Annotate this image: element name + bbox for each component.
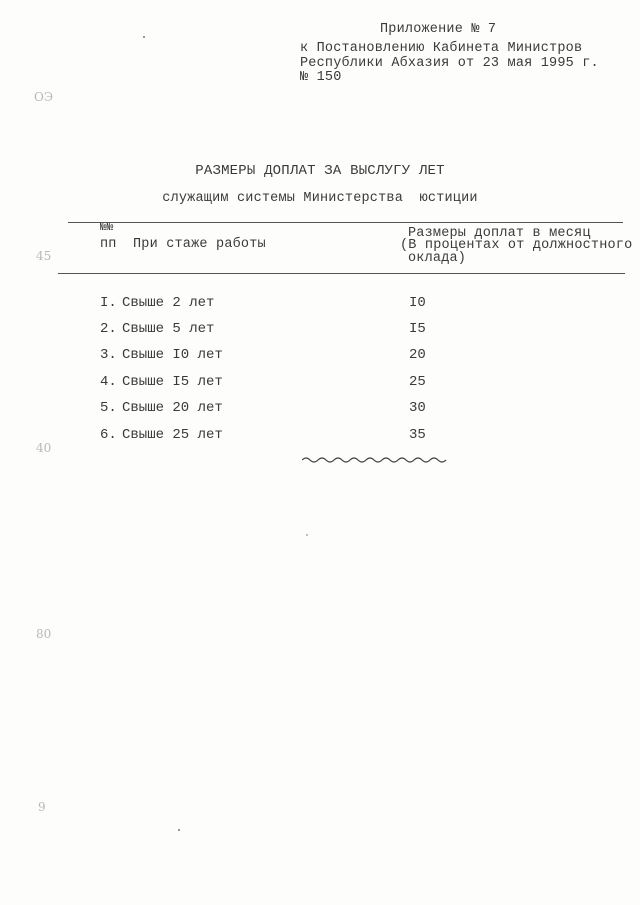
table-top-rule xyxy=(68,222,623,223)
col-amount-header-line1: Размеры доплат в месяц xyxy=(408,226,591,241)
row-number: 4. xyxy=(100,374,117,390)
margin-mark: 80 xyxy=(36,627,52,641)
row-experience: Свыше 5 лет xyxy=(122,321,215,337)
margin-mark: 45 xyxy=(36,249,52,263)
document-title: РАЗМЕРЫ ДОПЛАТ ЗА ВЫСЛУГУ ЛЕТ xyxy=(195,163,445,179)
row-number: 2. xyxy=(100,321,117,337)
row-percent: I0 xyxy=(409,295,426,311)
row-experience: Свыше I5 лет xyxy=(122,374,223,390)
col-experience-header: При стаже работы xyxy=(133,237,266,252)
row-number: 5. xyxy=(100,400,117,416)
row-number: 3. xyxy=(100,347,117,363)
decree-number: № 150 xyxy=(300,70,342,85)
document-subtitle: служащим системы Министерства юстиции xyxy=(162,191,478,206)
row-experience: Свыше 2 лет xyxy=(122,295,215,311)
table-header-rule xyxy=(58,273,625,274)
row-percent: 35 xyxy=(409,427,426,443)
row-experience: Свыше 25 лет xyxy=(122,427,223,443)
speck xyxy=(143,36,145,38)
row-number: 6. xyxy=(100,427,117,443)
row-experience: Свыше 20 лет xyxy=(122,400,223,416)
col-num-header-bottom: пп xyxy=(100,237,117,252)
speck xyxy=(178,829,180,831)
republic-date-line: Республики Абхазия от 23 мая 1995 г. xyxy=(300,56,599,71)
col-amount-header-line3: оклада) xyxy=(408,251,467,266)
end-mark-squiggle xyxy=(302,454,448,464)
appendix-label: Приложение № 7 xyxy=(380,22,497,37)
decree-line: к Постановлению Кабинета Министров xyxy=(300,41,583,56)
margin-mark: ОЭ xyxy=(34,90,54,104)
row-percent: 20 xyxy=(409,347,426,363)
margin-mark: 9 xyxy=(38,800,46,814)
col-num-header-top: №№ xyxy=(100,222,114,234)
row-percent: I5 xyxy=(409,321,426,337)
row-percent: 30 xyxy=(409,400,426,416)
row-number: I. xyxy=(100,295,117,311)
row-percent: 25 xyxy=(409,374,426,390)
row-experience: Свыше I0 лет xyxy=(122,347,223,363)
speck xyxy=(306,534,308,536)
margin-mark: 40 xyxy=(36,441,52,455)
col-amount-header-line2: (В процентах от должностного xyxy=(400,238,633,253)
